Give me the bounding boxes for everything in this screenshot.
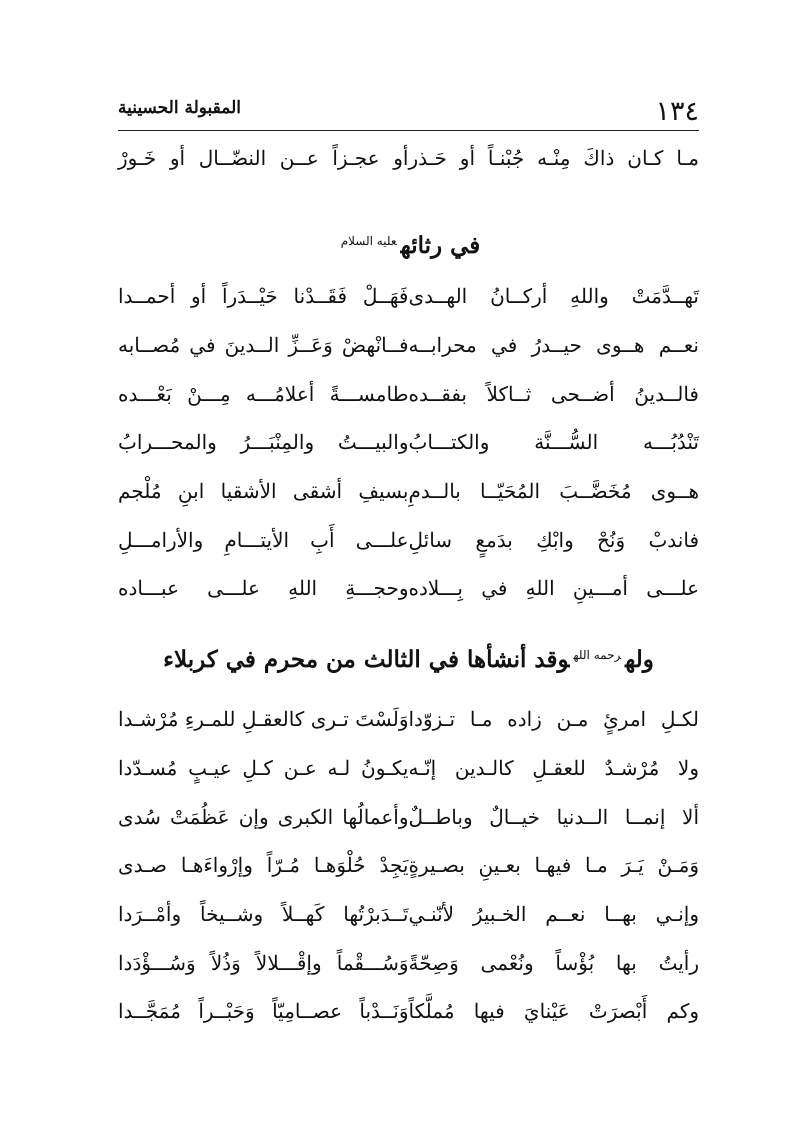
first-hemistich: وكم أَبْصرَتْ عَيْنايَ فيها مُملَّكاً	[408, 999, 699, 1024]
second-hemistich: يَجِدْ حُلْوَهـا مُـرّاً وإرْواءَهـا صـدى	[118, 853, 409, 878]
first-hemistich: مـا كـان ذاكَ مِنْـه جُبْنـاً أو حَـذر	[408, 146, 699, 170]
honorific-glyph: عليه السلام	[340, 234, 397, 248]
second-hemistich: فَهَــلْ فَقَــدْنا حَيْــدَراً أو أحمــدا	[118, 284, 409, 309]
second-hemistich: بسيفِ أشقى الأشقيا ابنِ مُلْجم	[118, 479, 409, 504]
header-rule	[118, 130, 699, 131]
verse-row	[118, 515, 699, 564]
verse-row	[118, 467, 699, 516]
first-hemistich: لكـلِ امرئٍ مـن زاده مـا تـزوّدا	[408, 707, 699, 732]
verse-row	[118, 938, 699, 987]
honorific-glyph: رحمه الله	[573, 648, 622, 662]
first-hemistich: فاندبْ وَنُحْ وابْكِ بدَمعٍ سائلِ	[408, 527, 699, 552]
verse-row	[118, 134, 699, 182]
second-hemistich: وَنَــدْباً عصــامِيّاً وَحَبْــراً مُمَجَّــدا	[118, 999, 409, 1024]
verse-row	[118, 890, 699, 939]
first-hemistich: وإنـي بهــا نعــم الخـبيرُ لأنّنـي	[408, 902, 699, 927]
verse-row	[118, 695, 699, 744]
top-verse	[118, 134, 699, 182]
page-number: ١٣٤	[655, 96, 699, 127]
verse-row	[118, 369, 699, 418]
second-hemistich: فــانْهضْ وَعَــزِّ الــدينَ في مُصــابه	[118, 333, 409, 358]
first-hemistich: تَهــدَّمَتْ واللهِ أركــانُ الهــدى	[408, 284, 699, 309]
running-head: المقبولة الحسينية	[118, 98, 242, 118]
second-hemistich: أو عجـزاً عــن النضّــال أو خَـورْ	[118, 146, 409, 170]
title-text: وقد أنشأها في الثالث من محرم في كربلاء	[163, 646, 570, 673]
first-hemistich: ولا مُرْشـدٌ للعقـلِ كالـدين إنّـه	[408, 756, 699, 781]
second-hemistich: وحجـــةِ اللهِ علـــى عبـــاده	[118, 576, 409, 601]
second-hemistich: طامســـةً أعلامُـــه مِـــنْ بَعْـــده	[118, 381, 409, 406]
verse-row	[118, 841, 699, 890]
second-hemistich: تَــدَبرْتُها كَهــلاً وشــيخاً وأمْــرَدا	[118, 902, 409, 927]
first-hemistich: فالــدينُ أضــحى ثــاكلاً بفقــده	[408, 381, 699, 406]
second-hemistich: يكـونُ لـه عـن كـلِ عيـبٍ مُسـدّدا	[118, 756, 409, 781]
verse-row	[118, 792, 699, 841]
first-hemistich: رأيتُ بها بُؤْساً ونُعْمى وَصِحّةً	[408, 950, 699, 975]
second-hemistich: وأعمالُها الكبرى وإن عَظُمَتْ سُدى	[118, 804, 409, 829]
verse-row	[118, 321, 699, 370]
verse-row	[118, 418, 699, 467]
poem-section-2	[118, 695, 699, 1036]
verse-row	[118, 564, 699, 613]
first-hemistich: هــوى مُخَضَّــبَ المُحَيّــا بالــدمِ	[408, 479, 699, 504]
second-hemistich: وَسُـــقْماً وإقْـــلالاً وَذُلاً وَسُـــؤْدَدا	[118, 950, 409, 975]
first-hemistich: نعــم هــوى حيــدرُ في محرابــه	[408, 333, 699, 358]
poem-section-1	[118, 272, 699, 613]
title-prefix: وله	[625, 646, 654, 673]
second-hemistich: وَلَسْتَ تـرى كالعقـلِ للمـرءِ مُرْشـدا	[118, 707, 409, 732]
title-text: في رثائه	[400, 232, 481, 259]
second-hemistich: والبيـــتُ والمِنْبَـــرُ والمحـــرابُ	[118, 430, 409, 455]
second-hemistich: علـــى أَبِ الأيتـــامِ والأرامـــلِ	[118, 527, 409, 552]
section-title-2	[118, 646, 699, 673]
first-hemistich: ألا إنمــا الــدنيا خيــالٌ وباطــلٌ	[408, 804, 699, 829]
verse-row	[118, 987, 699, 1036]
verse-row	[118, 272, 699, 321]
first-hemistich: علـــى أمـــينِ اللهِ في بِـــلاده	[408, 576, 699, 601]
section-title-1	[118, 232, 699, 259]
first-hemistich: وَمَـنْ يَـرَ مـا فيهـا بعـينِ بصـيرةٍ	[408, 853, 699, 878]
verse-row	[118, 744, 699, 793]
first-hemistich: تَنْدُبُـــه السُّـــنَّة والكتـــابُ	[408, 430, 699, 455]
